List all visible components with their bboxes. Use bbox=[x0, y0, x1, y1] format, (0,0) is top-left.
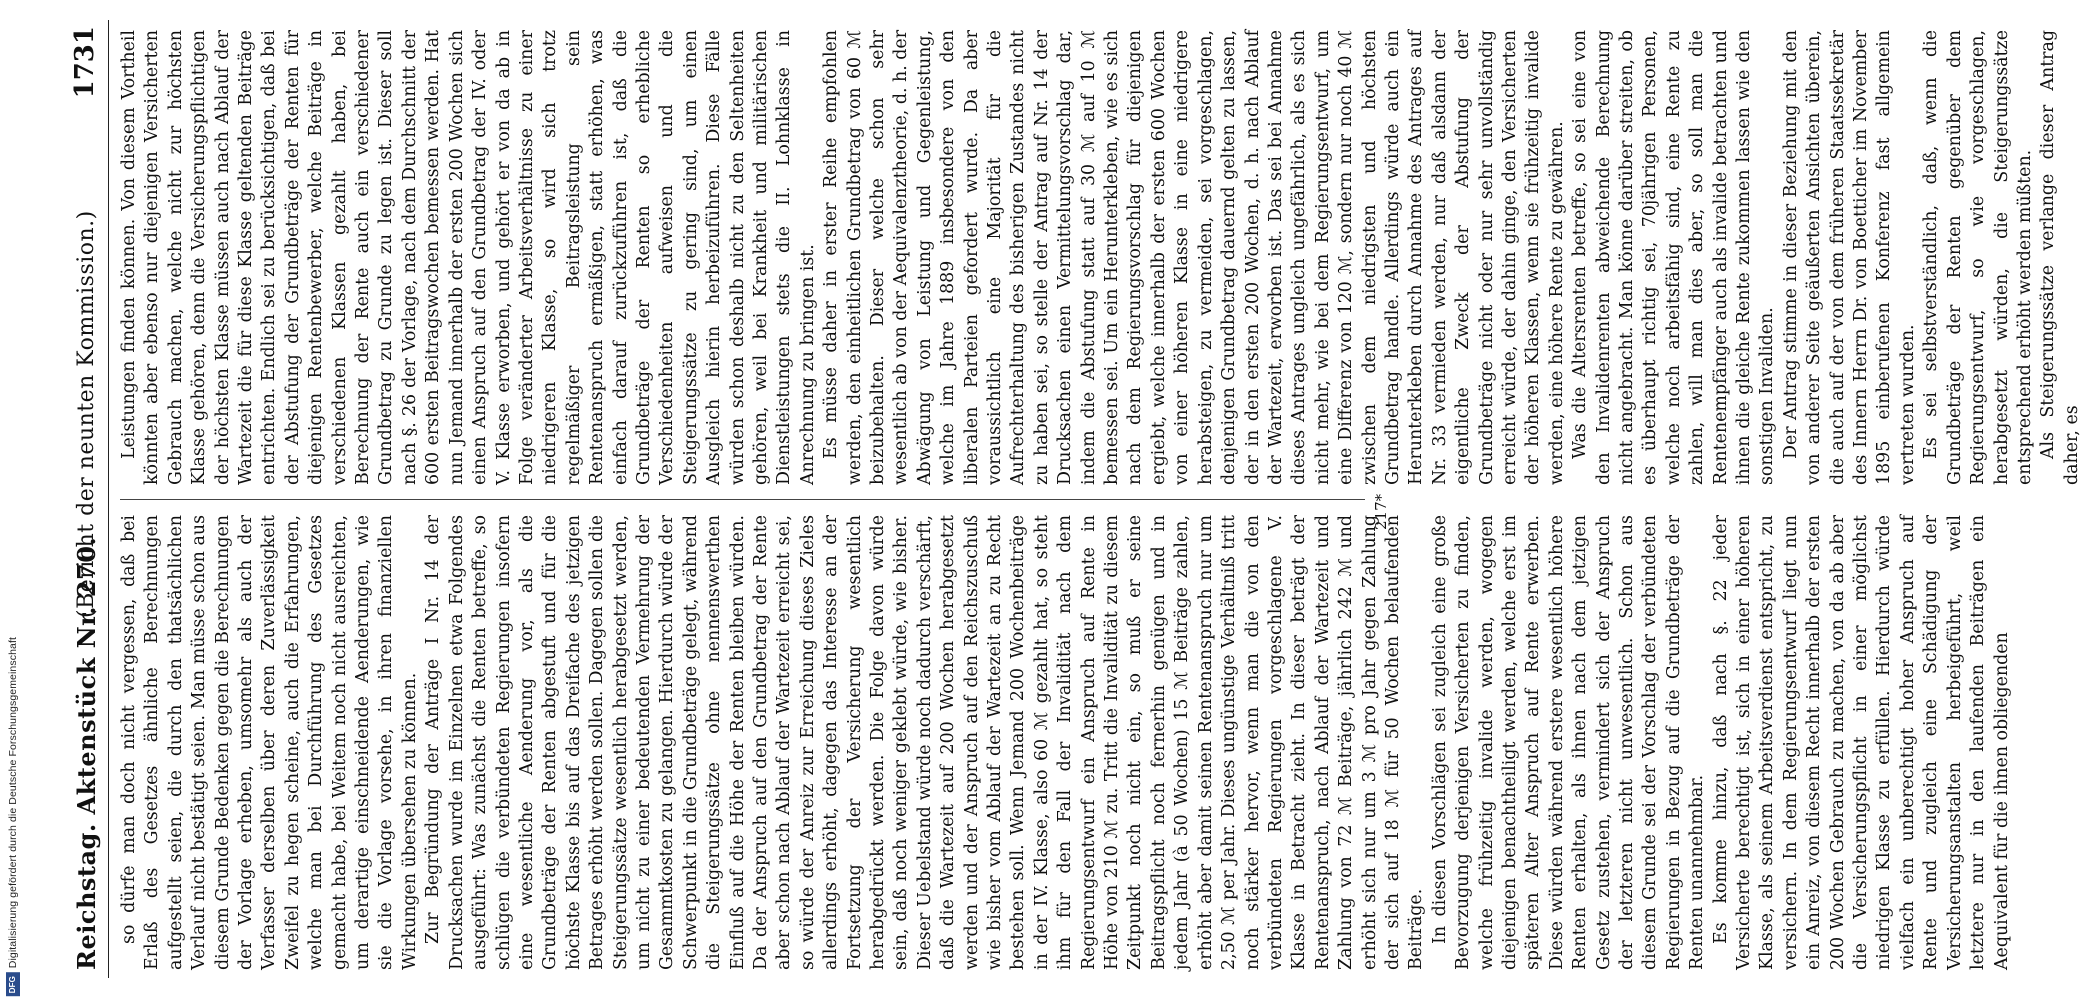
rotated-page bbox=[60, 0, 2082, 1000]
paragraph: Als Steigerungssätze verlange dieser Antrag daher, es bbox=[2038, 30, 2082, 485]
dfg-credit bbox=[2, 637, 24, 996]
paragraph: Leistungen finden können. Von diesem Vortheil könnten aber ebenso nur diejenigen Versicherten Gebrauch machen, welche nicht zur höchsten Klasse gehören, denn die Versicherungspflichtigen der höchsten Klasse müssen auch nach Ablauf der Wartezeit die für diese Klasse geltenden Beiträge entrichten. Endlich sei zu berücksichtigen, daß bei der Abstufung der Grundbeträge der Renten für diejenigen Rentenbewerber, welche Beiträge in verschiedenen Klassen gezahlt haben, bei Berechnung der Rente auch ein verschiedener Grundbetrag zu Grunde zu legen ist. Dieser soll nach §. 26 der Vorlage, nach dem Durchschnitt der 600 ersten Beitragswochen bemessen werden. Hat nun Jemand innerhalb der ersten 200 Wochen sich einen Anspruch auf den Grundbetrag der IV. oder V. Klasse erworben, und gehört er von da ab in Folge veränderter Arbeitsverhältnisse zu einer niedrigeren Klasse, so wird sich trotz regelmäßiger Beitragsleistung sein Rentenanspruch ermäßigen, statt erhöhen, was einfach darauf zurückzuführen ist, daß die Grundbeträge der Renten so erhebliche Verschiedenheiten aufweisen und die Steigerungssätze zu gering sind, um einen Ausgleich hierin herbeizuführen. Diese Fälle würden schon deshalb nicht zu den Seltenheiten gehören, weil bei Krankheit und militärischen Dienstleistungen stets die II. Lohnklasse in Anrechnung zu bringen ist. bbox=[119, 30, 818, 485]
column-divider bbox=[120, 499, 1365, 500]
dfg-logo: DFG bbox=[6, 972, 20, 996]
page-number: 1731 bbox=[70, 26, 100, 99]
text-column-left bbox=[118, 515, 2014, 970]
paragraph: Der Antrag stimme in dieser Beziehung mit den von anderer Seite geäußerten Ansichten überein, die auch auf der von dem früheren Staatssekretär des Innern Herrn Dr. von Boetticher im November 1895 einberufenen Konferenz fast allgemein vertreten wurden. bbox=[1780, 30, 1918, 485]
paragraph: Es müsse daher in erster Reihe empfohlen werden, den einheitlichen Grundbetrag von 60 ℳ beizubehalten. Dieser welche schon sehr wesentlich ab von der Aequivalenztheorie, d. h. der Abwägung von Leistung und Gegenleistung, welche im Jahre 1889 insbesondere von den liberalen Parteien gefordert wurde. Da aber voraussichtlich eine Majorität für die Aufrechterhaltung des bisherigen Zustandes nicht zu haben sei, so stelle der Antrag auf Nr. 14 der Drucksachen einen Vermittelungsvorschlag dar, indem die Abstufung statt auf 30 ℳ auf 10 ℳ bemessen sei. Um ein Herunterkleben, wie es sich nach dem Regierungsvorschlag für diejenigen ergiebt, welche innerhalb der ersten 600 Wochen von einer höheren Klasse in eine niedrigere herabsteigen, zu vermeiden, sei vorgeschlagen, denjenigen Grundbetrag dauernd gelten zu lassen, der in den ersten 200 Wochen, d. h. nach Ablauf der Wartezeit, erworben ist. Das sei bei Annahme dieses Antrages ungleich ungefährlich, als es sich nicht mehr, wie bei dem Regierungsentwurf, um eine Differenz von 120 ℳ, sondern nur noch 40 ℳ zwischen dem niedrigsten und höchsten Grundbetrag handle. Allerdings würde auch ein Herunterkleben durch Annahme des Antrages auf Nr. 33 vermieden werden, nur daß alsdann der eigentliche Zweck der Abstufung der Grundbeträge nicht oder nur sehr unvollständig erreicht würde, der dahin ginge, den Versicherten der höheren Klassen, wenn sie frühzeitig invalide werden, eine höhere Rente zu gewähren. bbox=[821, 29, 1567, 485]
text-column-right bbox=[118, 30, 2084, 485]
dfg-credit-text: Digitalisierung gefördert durch die Deutsche Forschungsgemeinschaft bbox=[7, 636, 19, 968]
header-subtitle: (Bericht der neunten Kommission.) bbox=[74, 210, 99, 618]
paragraph: Zur Begründung der Anträge I Nr. 14 der Drucksachen wurde im Einzelnen etwa Folgendes ausgeführt: Was zunächst die Renten betreffe, so schlügen die verbündeten Regierungen insofern eine wesentliche Aenderung vor, als die Grundbeträge der Renten abgestuft und für die höchste Klasse bis auf das Dreifache des jetzigen Betrages erhöht werden sollen. Dagegen sollen die Steigerungssätze wesentlich herabgesetzt werden, um nicht zu einer bedeutenden Vermehrung der Gesammtkosten zu gelangen. Hierdurch würde der Schwerpunkt in die Grundbeträge gelegt, während die Steigerungssätze ohne nennenswerthen Einfluß auf die Höhe der Renten bleiben würden. Da der Anspruch auf den Grundbetrag der Rente aber schon nach Ablauf der Wartezeit erreicht sei, so würde der Anreiz zur Erreichung dieses Zieles allerdings erhöht, dagegen das Interesse an der Fortsetzung der Versicherung wesentlich herabgedrückt werden. Die Folge davon würde sein, daß noch weniger geklebt würde, wie bisher. Dieser Uebelstand würde noch dadurch verschärft, daß die Wartezeit auf 200 Wochen herabgesetzt werden und der Anspruch auf den Reichszuschuß wie bisher vom Ablauf der Wartezeit an zu Recht bestehen soll. Wenn Jemand 200 Wochenbeiträge in der IV. Klasse, also 60 ℳ gezahlt hat, so steht ihm für den Fall der Invalidität nach dem Regierungsentwurf ein Anspruch auf Rente in Höhe von 210 ℳ zu. Tritt die Invalidität zu diesem Zeitpunkt noch nicht ein, so muß er seine Beitragspflicht noch fernerhin genügen und in jedem Jahr (à 50 Wochen) 15 ℳ Beiträge zahlen, erhöht aber damit seinen Rentenanspruch nur um 2,50 ℳ per Jahr. Dieses ungünstige Verhältniß tritt noch stärker hervor, wenn man die von den verbündeten Regierungen vorgeschlagene V. Klasse in Betracht zieht. In dieser beträgt der Rentenanspruch, nach Ablauf der Wartezeit und Zahlung von 72 ℳ Beiträge, jährlich 242 ℳ und erhöht sich nur um 3 ℳ pro Jahr gegen Zahlung der sich auf 18 ℳ für 50 Wochen belaufenden Beiträge. bbox=[423, 515, 1427, 970]
paragraph: so dürfe man doch nicht vergessen, daß bei Erlaß des Gesetzes ähnliche Berechnungen aufgestellt seien, die durch den thatsächlichen Verlauf nicht bestätigt seien. Man müsse schon aus diesem Grunde Bedenken gegen die Berechnungen der Vorlage erheben, umsomehr als auch der Verfasser derselben über deren Zuverlässigkeit Zweifel zu hegen scheine, auch die Erfahrungen, welche man bei Durchführung des Gesetzes gemacht habe, bei Weitem noch nicht ausreichten, um derartige einschneidende Aenderungen, wie sie die Vorlage vorsehe, in ihren finanziellen Wirkungen übersehen zu können. bbox=[119, 515, 420, 970]
paragraph: Es sei selbstverständlich, daß, wenn die Grundbeträge der Renten gegenüber dem Regierungsentwurf, so wie vorgeschlagen, herabgesetzt würden, die Steigerungssätze entsprechend erhöht werden müßten. bbox=[1921, 30, 2035, 485]
dfg-credit-strip bbox=[0, 0, 26, 1000]
paragraph: Es komme hinzu, daß nach §. 22 jeder Versicherte berechtigt ist, sich in einer höheren Klasse, als seinem Arbeitsverdienst entspricht, zu versichern. In dem Regierungsentwurf liegt nun ein Anreiz, von diesem Recht innerhalb der ersten 200 Wochen Gebrauch zu machen, von da ab aber die Versicherungspflicht in einer möglichst niedrigen Klasse zu erfüllen. Hierdurch würde vielfach ein unberechtigt hoher Anspruch auf Rente und zugleich eine Schädigung der Versicherungsanstalten herbeigeführt, weil letztere nur in den laufenden Beiträgen ein Aequivalent für die ihnen obliegenden bbox=[1710, 515, 2012, 970]
header-title: Reichstag. Aktenstück Nr. 270. bbox=[72, 536, 101, 970]
sheet-signature: 217* bbox=[1372, 493, 1390, 530]
page-header bbox=[68, 20, 109, 978]
paragraph: Was die Altersrenten betreffe, so sei eine von den Invalidenrenten abweichende Berechnung nicht angebracht. Man könne darüber streiten, ob es überhaupt richtig sei, 70jährigen Personen, welche noch arbeitsfähig sind, eine Rente zu zahlen, will man dies aber, so soll man die Rentenempfänger auch als invalide betrachten und ihnen die gleiche Rente zukommen lassen wie den sonstigen Invaliden. bbox=[1570, 30, 1778, 485]
paragraph: In diesen Vorschlägen sei zugleich eine große Bevorzugung derjenigen Versicherten zu finden, welche frühzeitig invalide werden, wogegen diejenigen benachtheiligt werden, welche erst im späteren Alter Anspruch auf Rente erwerben. Diese würden während erstere wesentlich höhere Renten erhalten, als ihnen nach dem jetzigen Gesetz zustehen, vermindert sich der Anspruch der letzteren nicht unwesentlich. Schon aus diesem Grunde sei der Vorschlag der verbündeten Regierungen in Bezug auf die Grundbeträge der Renten unannehmbar. bbox=[1429, 515, 1708, 970]
